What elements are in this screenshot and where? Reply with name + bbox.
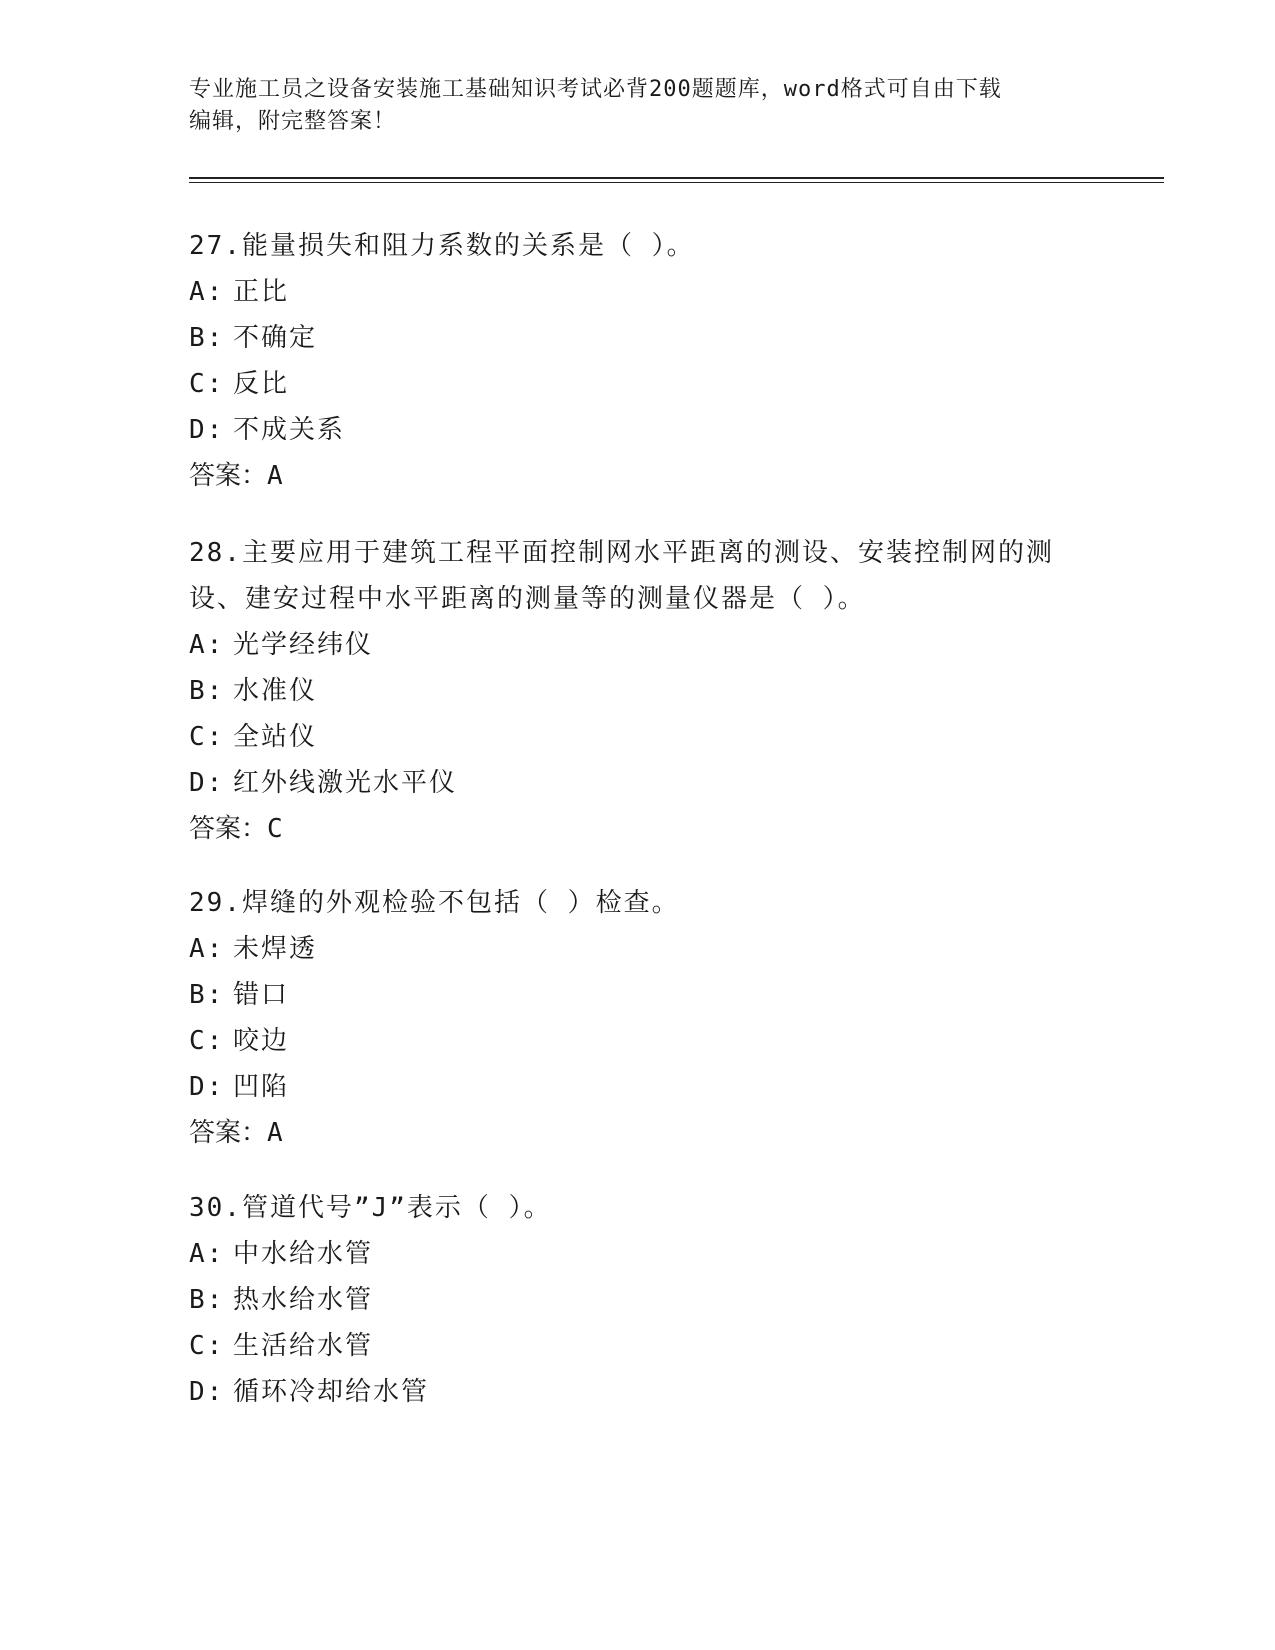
option-d bbox=[189, 1369, 1089, 1415]
option-letter: C: bbox=[189, 1026, 225, 1056]
option-letter: A: bbox=[189, 934, 225, 964]
answer-value: A bbox=[267, 1118, 283, 1148]
header-divider-thin bbox=[189, 182, 1164, 183]
option-d bbox=[189, 407, 1089, 453]
option-text: 正比 bbox=[233, 277, 290, 307]
question-28 bbox=[189, 530, 1089, 852]
option-letter: C: bbox=[189, 369, 225, 399]
option-letter: B: bbox=[189, 980, 225, 1010]
option-letter: A: bbox=[189, 630, 225, 660]
option-text: 热水给水管 bbox=[233, 1285, 374, 1315]
question-stem: 29.焊缝的外观检验不包括（ ）检查。 bbox=[189, 888, 680, 918]
option-c bbox=[189, 714, 1089, 760]
option-b bbox=[189, 972, 1089, 1018]
answer-label: 答案： bbox=[189, 461, 268, 491]
header-line-1: 专业施工员之设备安装施工基础知识考试必背200题题库，word格式可自由下载 bbox=[189, 77, 1002, 102]
option-b bbox=[189, 668, 1089, 714]
option-letter: D: bbox=[189, 768, 225, 798]
option-c bbox=[189, 1018, 1089, 1064]
option-c bbox=[189, 1323, 1089, 1369]
option-d bbox=[189, 1064, 1089, 1110]
option-letter: B: bbox=[189, 323, 225, 353]
option-letter: A: bbox=[189, 1239, 225, 1269]
option-letter: B: bbox=[189, 676, 225, 706]
option-b bbox=[189, 1277, 1089, 1323]
option-text: 全站仪 bbox=[233, 722, 318, 752]
answer-label: 答案： bbox=[189, 814, 268, 844]
option-b bbox=[189, 315, 1089, 361]
question-30 bbox=[189, 1185, 1089, 1415]
option-text: 不成关系 bbox=[233, 415, 346, 445]
header-line-2: 编辑，附完整答案！ bbox=[189, 109, 397, 134]
option-text: 循环冷却给水管 bbox=[233, 1377, 430, 1407]
option-text: 咬边 bbox=[233, 1026, 290, 1056]
question-stem: 30.管道代号”J”表示（ ）。 bbox=[189, 1193, 552, 1223]
question-stem-line-1: 28.主要应用于建筑工程平面控制网水平距离的测设、安装控制网的测 bbox=[189, 538, 1054, 568]
option-text: 红外线激光水平仪 bbox=[233, 768, 458, 798]
option-text: 生活给水管 bbox=[233, 1331, 374, 1361]
option-letter: D: bbox=[189, 1377, 225, 1407]
question-stem: 27.能量损失和阻力系数的关系是（ ）。 bbox=[189, 231, 695, 261]
option-text: 反比 bbox=[233, 369, 290, 399]
answer-line bbox=[189, 806, 1089, 852]
option-text: 未焊透 bbox=[233, 934, 318, 964]
option-a bbox=[189, 622, 1089, 668]
option-a bbox=[189, 1231, 1089, 1277]
option-a bbox=[189, 926, 1089, 972]
option-a bbox=[189, 269, 1089, 315]
option-letter: D: bbox=[189, 415, 225, 445]
option-text: 凹陷 bbox=[233, 1072, 290, 1102]
answer-value: A bbox=[267, 461, 283, 491]
answer-line bbox=[189, 1110, 1089, 1156]
option-text: 光学经纬仪 bbox=[233, 630, 374, 660]
option-text: 错口 bbox=[233, 980, 290, 1010]
option-text: 中水给水管 bbox=[233, 1239, 374, 1269]
question-27 bbox=[189, 223, 1089, 499]
document-header bbox=[189, 74, 1089, 138]
answer-label: 答案： bbox=[189, 1118, 268, 1148]
option-letter: B: bbox=[189, 1285, 225, 1315]
answer-line bbox=[189, 453, 1089, 499]
option-letter: D: bbox=[189, 1072, 225, 1102]
header-divider-thick bbox=[189, 177, 1164, 179]
option-letter: C: bbox=[189, 722, 225, 752]
option-c bbox=[189, 361, 1089, 407]
option-letter: C: bbox=[189, 1331, 225, 1361]
option-d bbox=[189, 760, 1089, 806]
option-letter: A: bbox=[189, 277, 225, 307]
option-text: 水准仪 bbox=[233, 676, 318, 706]
answer-value: C bbox=[267, 814, 283, 844]
option-text: 不确定 bbox=[233, 323, 318, 353]
question-29 bbox=[189, 880, 1089, 1156]
question-stem-line-2: 设、建安过程中水平距离的测量等的测量仪器是（ ）。 bbox=[189, 584, 866, 614]
